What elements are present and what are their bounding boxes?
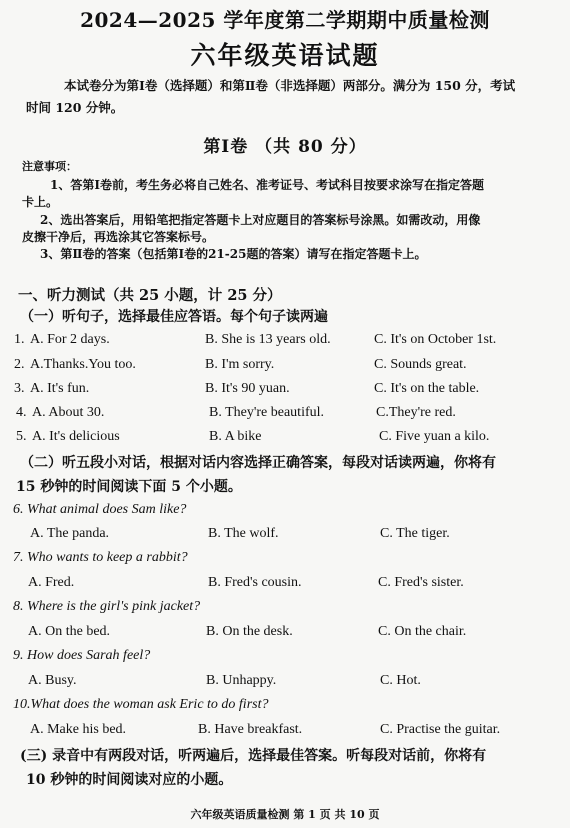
- notice-line: 卡上。: [22, 195, 59, 209]
- option-b: B. Fred's cousin.: [208, 575, 302, 590]
- notice-line: 皮擦干净后，再选涂其它答案标号。: [22, 230, 215, 244]
- answer-row: [0, 575, 570, 595]
- option-b: B. Have breakfast.: [198, 722, 303, 737]
- subsection-title: （二）听五段小对话，根据对话内容选择正确答案，每段对话读两遍，你将有: [20, 455, 496, 471]
- question: 7. Who wants to keep a rabbit?: [13, 550, 188, 565]
- item-number: 5.: [16, 429, 27, 444]
- option-a: A. It's delicious: [32, 429, 120, 444]
- intro-line2: 时间 120 分钟。: [26, 100, 124, 115]
- option-c: C. It's on the table.: [374, 381, 480, 396]
- option-a: 1.: [14, 332, 25, 347]
- option-b: B. Unhappy.: [206, 673, 277, 688]
- exam-title-line2: 六年级英语试题: [190, 41, 380, 70]
- answer-row: [0, 357, 570, 377]
- question: 10.What does the woman ask Eric to do first?: [13, 697, 269, 712]
- notice-title: 注意事项：: [22, 160, 77, 173]
- answer-row: [0, 624, 570, 644]
- answer-row: [0, 381, 570, 401]
- option-a: A.Thanks.You too.: [30, 357, 136, 372]
- notice-line: 2、选出答案后，用铅笔把指定答题卡上对应题目的答案标号涂黑。如需改动，用像: [40, 213, 481, 227]
- option-a: A. For 2 days.: [30, 332, 110, 347]
- answer-row: [0, 332, 570, 352]
- option-b: B. A bike: [209, 429, 262, 444]
- option-c: C. Fred's sister.: [378, 575, 464, 590]
- option-b: B. The wolf.: [208, 526, 279, 541]
- option-a: A. Fred.: [28, 575, 75, 590]
- question: 9. How does Sarah feel?: [13, 648, 151, 663]
- answer-row: [0, 405, 570, 425]
- option-a: A. It's fun.: [30, 381, 90, 396]
- option-c: C. The tiger.: [380, 526, 450, 541]
- option-a: A. On the bed.: [28, 624, 111, 639]
- option-b: B. It's 90 yuan.: [205, 381, 290, 396]
- subsection-title: （一）听句子，选择最佳应答语。每个句子读两遍: [20, 309, 328, 325]
- option-b: B. They're beautiful.: [209, 405, 325, 420]
- intro-line1: 本试卷分为第Ⅰ卷（选择题）和第Ⅱ卷（非选择题）两部分。满分为 150 分，考试: [64, 78, 516, 93]
- subsection-title: 10 秒钟的时间阅读对应的小题。: [26, 772, 233, 788]
- item-number: 3.: [14, 381, 25, 396]
- answer-row: [0, 722, 570, 742]
- part1-title: 第Ⅰ卷 （共 80 分）: [203, 137, 367, 157]
- subsection-title: 15 秒钟的时间阅读下面 5 个小题。: [16, 479, 242, 495]
- answer-row: [0, 673, 570, 693]
- section-title: 一、听力测试（共 25 小题，计 25 分）: [18, 287, 282, 304]
- item-number: 2.: [14, 357, 25, 372]
- notice-line: 3、第Ⅱ卷的答案（包括第Ⅰ卷的21-25题的答案）请写在指定答题卡上。: [40, 247, 427, 261]
- option-b: B. I'm sorry.: [205, 357, 275, 372]
- exam-title-line1: 2024—2025 学年度第二学期期中质量检测: [80, 8, 490, 32]
- item-number: 4.: [16, 405, 27, 420]
- notice-line: 1、答第Ⅰ卷前，考生务必将自己姓名、准考证号、考试科目按要求涂写在指定答题: [50, 178, 484, 192]
- answer-row: [0, 526, 570, 546]
- option-a: A. Make his bed.: [30, 722, 127, 737]
- option-c: C. Five yuan a kilo.: [379, 429, 490, 444]
- option-c: C. On the chair.: [378, 624, 467, 639]
- answer-row: [0, 429, 570, 449]
- option-c: C. Practise the guitar.: [380, 722, 501, 737]
- subsection-title: (三) 录音中有两段对话，听两遍后，选择最佳答案。听每段对话前，你将有: [20, 748, 487, 764]
- question: 8. Where is the girl's pink jacket?: [13, 599, 201, 614]
- option-a: A. Busy.: [28, 673, 77, 688]
- option-c: C. Sounds great.: [374, 357, 467, 372]
- option-c: C. It's on October 1st.: [374, 332, 497, 347]
- option-c: C. Hot.: [380, 673, 421, 688]
- option-b: B. On the desk.: [206, 624, 293, 639]
- question: 6. What animal does Sam like?: [13, 502, 187, 517]
- page-footer: 六年级英语质量检测 第 1 页 共 10 页: [190, 808, 380, 821]
- option-a: A. About 30.: [32, 405, 105, 420]
- option-b: B. She is 13 years old.: [205, 332, 331, 347]
- option-c: C.They're red.: [376, 405, 456, 420]
- option-a: A. The panda.: [30, 526, 110, 541]
